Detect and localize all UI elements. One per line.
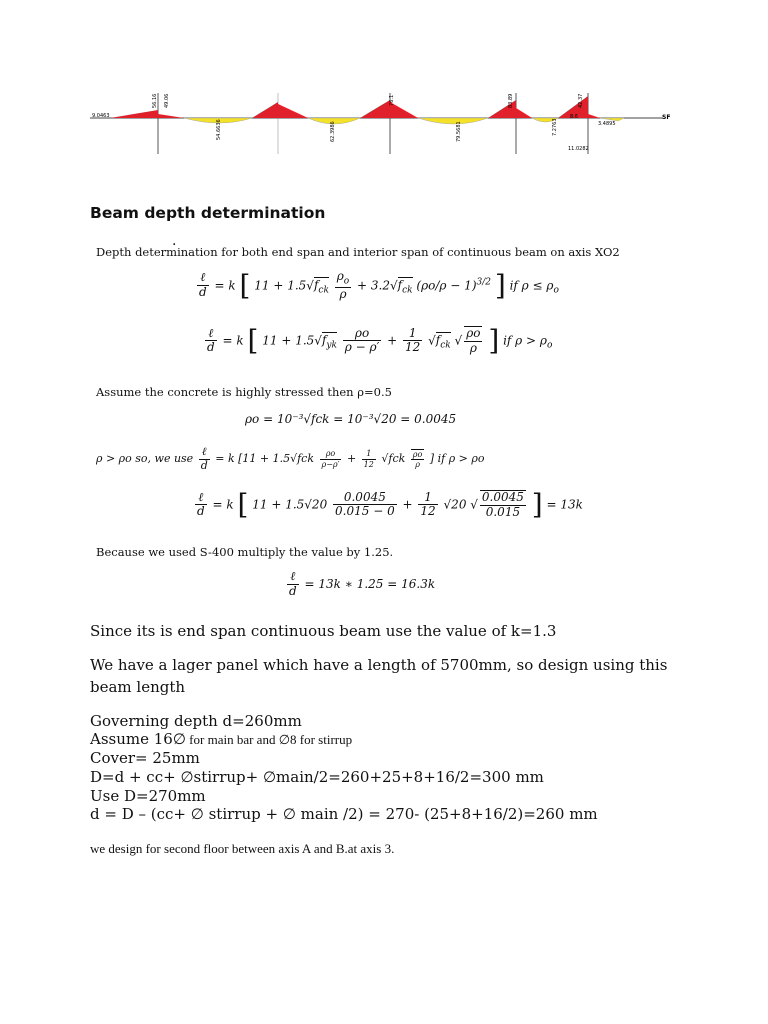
section-heading: Beam depth determination: [90, 204, 326, 222]
sf-region-red: [516, 108, 532, 118]
sf-region-red: [110, 110, 158, 118]
sf-region-red: [360, 100, 390, 118]
governing-depth-line: Governing depth d=260mm: [90, 712, 302, 730]
equation-5: $\frac{\text{ℓ}}{d}$ = k [ 11 + 1.5√20 $\frac{0.0045}{0.015 - 0}$ + $\frac{1}{12}$ √20 √ $\frac{0.0045}{0.015}$ ] = 13k: [197, 487, 583, 521]
sf-label: 83.89: [508, 93, 514, 108]
sf-label: 49.06: [164, 93, 170, 108]
paragraph-panel-line2: beam length: [90, 678, 186, 696]
equation-1: $\frac{\text{ℓ}}{d}$ = k [ $11 + 1.5√f_{ck}$ $\frac{\rho_o}{\rho}$ + $3.2√f_{ck}$ $(\rho o/\rho - 1)^{3/2}$ ] if $\rho \le \rho_o$: [199, 268, 559, 302]
sf-region-red: [588, 114, 600, 118]
sf-label: 8.6: [570, 114, 578, 120]
sf-region-red: [278, 104, 308, 118]
paragraph-k-value: Since its is end span continuous beam use the value of k=1.3: [90, 622, 557, 640]
total-depth-line: D=d + cc+ ∅stirrup+ ∅main/2=260+25+8+16/2=300 mm: [90, 768, 544, 786]
equation-3: ρo = 10⁻³√fck = 10⁻³√20 = 0.0045: [245, 412, 457, 426]
sf-region-red: [158, 114, 184, 118]
sf-label: 3.4895: [598, 121, 616, 127]
sf-label: 9.0463: [92, 113, 110, 119]
assume-text: Assume the concrete is highly stressed then ρ=0.5: [96, 385, 392, 399]
sf-label: 62.3986: [330, 121, 336, 142]
assume-bars-line: Assume 16∅ for main bar and ∅8 for stirrup: [90, 730, 353, 748]
footer-note: we design for second floor between axis A and B.at axis 3.: [90, 841, 395, 856]
shear-force-diagram: [88, 88, 678, 158]
equation-2: $\frac{\text{ℓ}}{d}$ = k [ $11 + 1.5√f_{yk}$ $\frac{\rho o}{\rho - \rho'}$ + $\frac{1}{12}$ $√f_{ck}$ √ $\frac{\rho o}{\rho}$ ] if $\rho > \rho_o$: [207, 323, 553, 357]
sf-label: 56.16: [152, 93, 158, 108]
dot-mark: .: [172, 233, 177, 249]
equation-4: ρ > ρo so, we use $\frac{\text{ℓ}}{d}$ = k [11 + 1.5√fck $\frac{\rho o}{\rho-\rho'}$ + $\frac{1}{12}$ √fck $\frac{\rho o}{\rho}$ ] if ρ > ρo: [96, 445, 485, 472]
sf-label: 11.0282: [568, 146, 589, 152]
intro-text: Depth determination for both end span and interior span of continuous beam on axis XO2: [96, 245, 620, 259]
sf-label: SF: [662, 114, 671, 121]
because-text: Because we used S-400 multiply the value by 1.25.: [96, 545, 394, 559]
sf-label: 54.6636: [216, 119, 222, 140]
effective-depth-line: d = D – (cc+ ∅ stirrup + ∅ main /2) = 270- (25+8+16/2)=260 mm: [90, 805, 598, 823]
cover-line: Cover= 25mm: [90, 749, 200, 767]
use-depth-line: Use D=270mm: [90, 787, 206, 805]
sf-region-red: [252, 102, 278, 118]
sf-region-yellow: [418, 118, 488, 124]
sf-label: 76.1: [389, 94, 395, 106]
paragraph-panel-line1: We have a lager panel which have a length of 5700mm, so design using this: [90, 656, 668, 674]
sf-label: 79.5681: [456, 121, 462, 142]
sf-label: 7.2763: [552, 118, 558, 136]
sf-label: 42.37: [578, 93, 584, 108]
equation-6: $\frac{\text{ℓ}}{d}$ = 13k ∗ 1.25 = 16.3k: [289, 569, 436, 598]
